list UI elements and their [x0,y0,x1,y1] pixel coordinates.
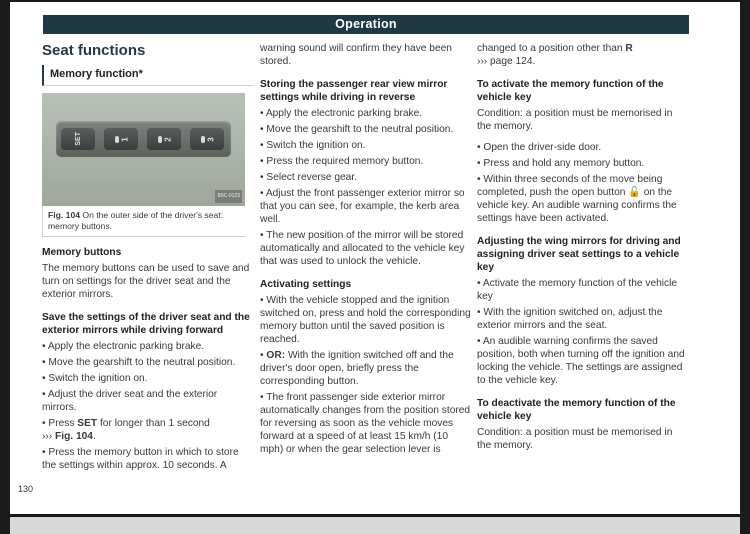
list-item: • Press and hold any memory button. [477,157,689,170]
column-1 [42,44,254,475]
list-item: • Press the memory button in which to store the settings within approx. 10 seconds. A [42,446,254,472]
continued-text: changed to a position other than R ››› page 124. [477,43,633,67]
list-item-or: • OR: With the ignition switched off and the driver's door open, briefly press the corresponding button. [260,349,472,388]
list-item: • Activate the memory function of the vehicle key [477,277,689,303]
list-item: • With the vehicle stopped and the ignition switched on, press and hold the corresponding memory button until the saved position is reached. [260,294,472,346]
save-settings-heading: Save the settings of the driver seat and the exterior mirrors while driving forward [42,312,250,336]
memory-button-panel [56,121,231,157]
list-item: • Apply the electronic parking brake. [260,107,472,120]
chapter-header: Operation [43,15,689,34]
list-item: • Press the required memory button. [260,155,472,168]
set-button-image: SET [61,128,95,150]
list-item: • Select reverse gear. [260,171,472,184]
list-item: • An audible warning confirms the saved position, both when turning off the ignition and locking the vehicle. The settings are assigned to the vehicle key. [477,335,689,387]
next-page-edge [10,517,740,534]
list-item: • Adjust the front passenger exterior mirror so that you can see, for example, the kerb area well. [260,187,472,226]
memory-button-2-image: 2 [147,128,181,150]
reverse-gear-symbol: R [625,43,633,54]
mirror-reverse-heading: Storing the passenger rear view mirror settings while driving in reverse [260,79,448,103]
condition-text: Condition: a position must be memorised in the memory. [477,108,673,132]
list-item: • Adjust the driver seat and the exterior mirrors. [42,388,254,414]
list-item: • Switch the ignition on. [260,139,472,152]
list-item: • The new position of the mirror will be stored automatically and allocated to the vehicle key that was used to unlock the vehicle. [260,229,472,268]
condition-text: Condition: a position must be memorised in the memory. [477,427,673,451]
wing-mirrors-heading: Adjusting the wing mirrors for driving and assigning driver seat settings to a vehicle key [477,236,681,273]
list-item: • Within three seconds of the move being completed, push the open button 🔓 on the vehicle key. An audible warning confirms the settings have been activated. [477,173,689,225]
activate-key-heading: To activate the memory function of the vehicle key [477,79,664,103]
continued-text: warning sound will confirm they have been stored. [260,43,452,67]
list-item: • Open the driver-side door. [477,141,689,154]
memory-buttons-text: The memory buttons can be used to save and turn on settings for the driver seat and the exterior mirrors. [42,263,250,300]
section-title: Seat functions [42,42,146,59]
memory-button-1-image: 1 [104,128,138,150]
activating-settings-heading: Activating settings [260,279,352,290]
figure-label: Fig. 104 [48,210,80,220]
list-item: • Switch the ignition on. [42,372,254,385]
list-item: • Move the gearshift to the neutral position. [42,356,254,369]
list-item: • Apply the electronic parking brake. [42,340,254,353]
page-number: 130 [18,484,34,494]
memory-buttons-figure [42,93,245,206]
list-item: • Move the gearshift to the neutral position. [260,123,472,136]
column-2 [260,42,472,459]
figure-code: B5C-0123 [215,190,242,203]
or-label: OR: [266,350,286,361]
column-3 [477,42,689,455]
page-reference-link[interactable]: ››› page 124. [477,56,536,67]
subsection-title: Memory function* [42,65,254,86]
list-item: • With the ignition switched on, adjust the exterior mirrors and the seat. [477,306,689,332]
memory-buttons-heading: Memory buttons [42,247,122,258]
list-item: • The front passenger side exterior mirror automatically changes from the position stored for reversing as soon as the vehicle moves forward at a speed of at least 15 km/h (10 mph) or when the gear selection lever is [260,391,472,456]
figure-reference-link[interactable]: Fig. 104 [55,431,93,442]
list-item-press-set: • Press SET for longer than 1 second ››› Fig. 104. [42,417,254,443]
figure-caption [42,206,245,237]
memory-button-3-image: 3 [190,128,224,150]
deactivate-key-heading: To deactivate the memory function of the vehicle key [477,398,676,422]
set-key-symbol: SET [77,418,98,429]
figure-caption-text: On the outer side of the driver's seat: memory buttons. [48,210,224,231]
